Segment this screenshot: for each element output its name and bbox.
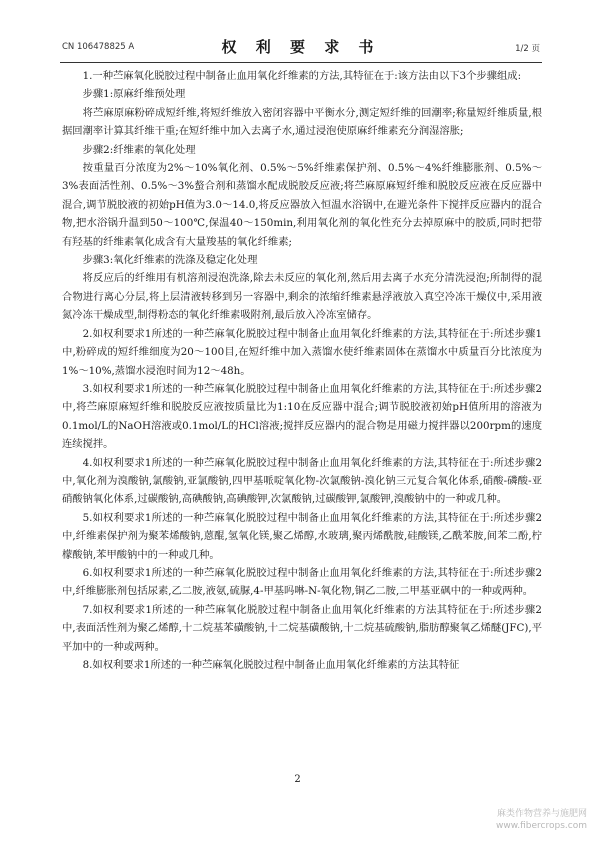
- claim-3: 3.如权利要求1所述的一种苎麻氧化脱胶过程中制备止血用氧化纤维素的方法,其特征在于:所述步骤2中,将苎麻原麻短纤维和脱胶反应液按质量比为1:10在反应器中混合;调节脱胶液初始pH值所用的溶液为0.1mol/L的NaOH溶液或0.1mol/L的HCl溶液;搅拌反应器内的混合物是用磁力搅拌器以200rpm的速度连续搅拌。: [62, 382, 542, 451]
- page-number: 2: [294, 774, 301, 785]
- claim-5: 5.如权利要求1所述的一种苎麻氧化脱胶过程中制备止血用氧化纤维素的方法,其特征在于:所述步骤2中,纤维素保护剂为聚苯烯酸钠,蒽醌,氢氧化镁,聚乙烯醇,水玻璃,聚丙烯酰胺,硅酸镁,乙酰苯胺,间苯二酚,柠檬酸钠,苯甲酸钠中的一种或几种。: [62, 511, 542, 561]
- watermark-url: www.fibercrops.com: [496, 821, 587, 831]
- step-1-heading: 步骤1:原麻纤维预处理: [82, 88, 186, 101]
- header-divider: [60, 62, 542, 63]
- claim-8-start: 8.如权利要求1所述的一种苎麻氧化脱胶过程中制备止血用氧化纤维素的方法其特征: [82, 659, 460, 671]
- page-header: [62, 36, 540, 58]
- step-3-heading: 步骤3:氧化纤维素的洗涤及稳定化处理: [82, 254, 258, 267]
- claim-7: 7.如权利要求1所述的一种苎麻氧化脱胶过程中制备止血用氧化纤维素的方法其特征在于:所述步骤2中,表面活性剂为聚乙烯醇,十二烷基苯磺酸钠,十二烷基磺酸钠,十二烷基硫酸钠,脂肪醇聚氧乙烯醚(JFC),平平加中的一种或两种。: [62, 603, 542, 653]
- claim-1-intro: 1.一种苎麻氧化脱胶过程中制备止血用氧化纤维素的方法,其特征在于:该方法由以下3个步骤组成:: [82, 70, 522, 82]
- step-2-heading: 步骤2:纤维素的氧化处理: [82, 143, 196, 156]
- site-watermark: [496, 808, 587, 832]
- claims-body: [62, 67, 542, 674]
- claim-4: 4.如权利要求1所述的一种苎麻氧化脱胶过程中制备止血用氧化纤维素的方法,其特征在于:所述步骤2中,氧化剂为溴酸钠,氯酸钠,亚氯酸钠,四甲基哌啶氧化物-次氯酸钠-溴化钠三元复合氧化体系,硝酸-磷酸-亚硝酸钠氧化体系,过碳酸钠,高碘酸钠,高碘酸钾,次氯酸钠,过碳酸钾,氯酸钾,溴酸钠中的一种或几种。: [62, 456, 542, 506]
- document-title: 权 利 要 求 书: [221, 38, 381, 56]
- claim-6: 6.如权利要求1所述的一种苎麻氧化脱胶过程中制备止血用氧化纤维素的方法,其特征在于:所述步骤2中,纤维膨胀剂包括尿素,乙二胺,液氨,硫脲,4-甲基吗啉-N-氧化物,铜乙二胺,二甲基亚砜中的一种或两种。: [62, 566, 542, 598]
- claim-2: 2.如权利要求1所述的一种苎麻氧化脱胶过程中制备止血用氧化纤维素的方法,其特征在于:所述步骤1中,粉碎成的短纤维细度为20～100目,在短纤维中加入蒸馏水使纤维素固体在蒸馏水中质量百分比浓度为1%～10%,蒸馏水浸泡时间为12～48h。: [62, 327, 542, 377]
- step-3-text: 将反应后的纤维用有机溶剂浸泡洗涤,除去未反应的氧化剂,然后用去离子水充分清洗浸泡;所制得的混合物进行离心分层,将上层清液转移到另一容器中,剩余的浓缩纤维素悬浮液放入真空冷冻干燥仪中,采用液氮冷冻干燥成型,制得粉态的氧化纤维素吸附剂,最后放入冷冻室储存。: [62, 272, 542, 322]
- step-1-text: 将苎麻原麻粉碎成短纤维,将短纤维放入密闭容器中平衡水分,测定短纤维的回潮率;称量短纤维质量,根据回潮率计算其纤维干重;在短纤维中加入去离子水,通过浸泡使原麻纤维素充分润湿溶胀;: [62, 106, 542, 138]
- patent-number: CN 106478825 A: [62, 42, 135, 52]
- page-indicator: 1/2 页: [515, 44, 540, 54]
- step-2-text: 按重量百分浓度为2%～10%氧化剂、0.5%～5%纤维素保护剂、0.5%～4%纤维膨胀剂、0.5%～3%表面活性剂、0.5%～3%螯合剂和蒸馏水配成脱胶反应液;将苎麻原麻短纤维和脱胶反应液在反应器中混合,调节脱胶液的初始pH值为3.0～14.0,将反应器放入恒温水浴锅中,在避光条件下搅拌反应器内的混合物,把水浴锅升温到50～100℃,保温40～150min,利用氧化剂的氧化性充分去掉原麻中的胶质,同时把带有羟基的纤维素氧化成含有大量羧基的氧化纤维素;: [62, 162, 542, 248]
- watermark-site-name: 麻类作物营养与施肥网: [496, 809, 587, 819]
